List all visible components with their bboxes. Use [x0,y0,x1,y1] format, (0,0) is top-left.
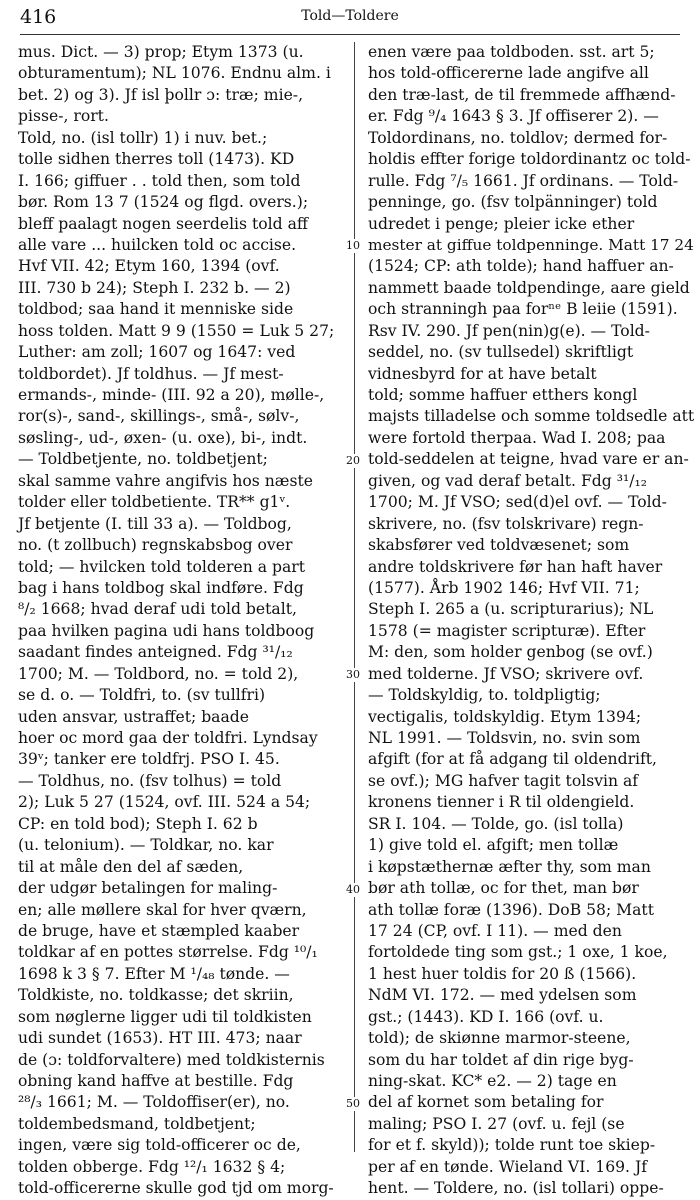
text-line: se d. o. — Toldfri, to. (sv tullfri) [18,686,266,705]
text-line: holdis effter forige toldordinantz oc told- [368,150,691,169]
right-column [368,42,698,1200]
text-line: bør ath tollæ, oc for thet, man bør [368,879,639,898]
text-line: ermands-, minde- (III. 92 a 20), mølle-, [18,386,325,404]
text-line: III. 730 b 24); Steph I. 232 b. — 2) [18,278,291,297]
text-line: (1577). Årb 1902 146; Hvf VII. 71; [368,578,640,597]
text-line: maling; PSO I. 27 (ovf. u. fejl (se [368,1114,625,1133]
line-number: 50 [340,1097,366,1111]
text-line: ath tollæ foræ (1396). DoB 58; Matt [368,900,654,919]
text-line: — Toldbetjente, no. toldbetjent; [18,450,268,469]
text-line: per af en tønde. Wieland VI. 169. Jf [368,1157,647,1176]
text-line: penninge, go. (fsv tolpänninger) told [368,193,658,212]
text-line: toldembedsmand, toldbetjent; [18,1114,256,1133]
text-line: vidnesbyrd for at have betalt [368,364,597,383]
text-line: NL 1991. — Toldsvin, no. svin som [368,729,641,747]
text-line: gst.; (1443). KD I. 166 (ovf. u. [368,1007,604,1026]
text-line: skrivere, no. (fsv tolskrivare) regn- [368,514,644,533]
text-line: tolder eller toldbetiente. TR** g1ᵛ. [18,493,291,512]
text-line: — Toldhus, no. (fsv tolhus) = told [18,771,282,790]
text-line: bør. Rom 13 7 (1524 og flgd. overs.); [18,193,309,212]
text-line: toldkar af en pottes størrelse. Fdg ¹⁰/₁ [18,943,318,962]
text-line: skabsfører ved toldvæsenet; som [368,536,630,555]
text-line: paa hvilken pagina udi hans toldboog [18,621,315,640]
left-column [18,42,348,1200]
text-line: told); de skiønne marmor-steene, [368,1029,631,1048]
text-line: ⁸/₂ 1668; hvad deraf udi told betalt, [18,600,297,619]
text-line: hoss tolden. Matt 9 9 (1550 = Luk 5 27; [18,321,335,340]
text-line: 39ᵛ; tanker ere toldfrj. PSO I. 45. [18,750,280,769]
text-line: til at måle den del af sæden, [18,857,244,876]
text-line: for et f. skyld)); tolde runt toe skiep- [368,1136,656,1155]
text-line: och stranningh paa forⁿᵉ B leiie (1591). [368,300,678,319]
text-line: del af kornet som betaling for [368,1093,604,1112]
text-line: enen være paa toldboden. sst. art 5; [368,43,655,61]
column-divider [354,42,355,1152]
text-line: bet. 2) og 3). Jf isl þollr ɔ: træ; mie-, [18,85,304,104]
text-line: rulle. Fdg ⁷/₅ 1661. Jf ordinans. — Told- [368,171,679,190]
text-line: skal samme vahre angifvis hos næste [18,471,313,490]
text-line: uden ansvar, ustraffet; baade [18,707,249,726]
text-line: med tolderne. Jf VSO; skrivere ovf. [368,664,644,683]
text-line: 1700; M. Jf VSO; sed(d)el ovf. — Told- [368,493,667,512]
line-number: 40 [340,883,366,897]
text-line: Toldordinans, no. toldlov; dermed for- [368,128,668,147]
text-line: den træ-last, de til fremmede affhænd- [368,85,676,104]
page-header [20,6,680,28]
text-line: Told, no. (isl tollr) 1) i nuv. bet.; [18,128,268,147]
text-line: toldbod; saa hand it menniske side [18,300,294,319]
text-line: mus. Dict. — 3) prop; Etym 1373 (u. [18,43,304,61]
text-line: udredet i penge; pleier icke ether [368,214,635,233]
line-number: 20 [340,454,366,468]
text-line: ²⁸/₃ 1661; M. — Toldoffiser(er), no. [18,1093,290,1112]
text-line: 1) give told el. afgift; men tollæ [368,836,619,855]
text-line: 1578 (= magister scripturæ). Efter [368,621,646,640]
text-line: tolden obberge. Fdg ¹²/₁ 1632 § 4; [18,1157,286,1176]
text-line: fortoldede ting som gst.; 1 oxe, 1 koe, [368,943,668,962]
text-line: 1698 k 3 § 7. Efter M ¹/₄₈ tønde. — [18,964,290,983]
text-line: told; somme haffuer etthers kongl [368,386,638,404]
line-number: 30 [340,668,366,682]
text-line: Jf betjente (I. till 33 a). — Toldbog, [18,514,292,533]
text-line: de bruge, have et stæmpled kaaber [18,921,300,940]
text-line: I. 166; giffuer . . told then, som told [18,171,301,190]
running-head: Told—Toldere [301,8,399,24]
text-line: ingen, være sig told-officerer oc de, [18,1136,301,1155]
text-line: toldbordet). Jf toldhus. — Jf mest- [18,364,284,383]
text-line: 1700; M. — Toldbord, no. = told 2), [18,664,299,683]
text-line: pisse-, rort. [18,107,109,126]
text-line: som du har toldet af din rige byg- [368,1050,634,1069]
text-line: søsling-, ud-, øxen- (u. oxe), bi-, indt. [18,428,308,447]
text-line: majsts tilladelse och somme toldsedle att [368,407,695,426]
text-line: Toldkiste, no. toldkasse; det skriin, [18,986,294,1005]
text-line: i køpstæthernæ æfter thy, som man [368,857,651,876]
text-line: 1 hest huer toldis for 20 ß (1566). [368,964,637,983]
text-line: som nøglerne ligger udi til toldkisten [18,1007,312,1026]
text-line: SR I. 104. — Tolde, go. (isl tolla) [368,814,624,833]
text-line: no. (t zollbuch) regnskabsbog over [18,536,293,555]
text-line: bag i hans toldbog skal indføre. Fdg [18,578,304,597]
text-line: told-officererne skulle god tjd om morg- [18,1179,334,1198]
text-line: given, og vad deraf betalt. Fdg ³¹/₁₂ [368,471,647,490]
text-line: andre toldskrivere før han haft haver [368,557,663,576]
text-line: Steph I. 265 a (u. scripturarius); NL [368,600,654,619]
text-line: (1524; CP: ath tolde); hand haffuer an- [368,257,674,276]
text-line: seddel, no. (sv tullsedel) skriftligt [368,343,634,362]
text-line: hent. — Toldere, no. (isl tollari) oppe- [368,1179,664,1198]
text-line: nammett baade toldpendinge, aare gield [368,278,690,297]
header-rule [20,34,680,35]
text-line: NdM VI. 172. — med ydelsen som [368,986,637,1005]
text-line: Luther: am zoll; 1607 og 1647: ved [18,343,296,362]
text-line: — Toldskyldig, to. toldpligtig; [368,686,601,705]
text-line: er. Fdg ⁹/₄ 1643 § 3. Jf offiserer 2). — [368,107,659,126]
text-line: hoer oc mord gaa der toldfri. Lyndsay [18,729,318,747]
text-line: obning kand haffve at bestille. Fdg [18,1072,294,1090]
text-line: de (ɔ: toldforvaltere) med toldkisternis [18,1050,325,1069]
text-line: saadant findes anteigned. Fdg ³¹/₁₂ [18,643,293,662]
text-line: en; alle møllere skal for hver qværn, [18,900,307,919]
text-line: Hvf VII. 42; Etym 160, 1394 (ovf. [18,257,280,276]
text-line: M: den, som holder genbog (se ovf.) [368,643,653,662]
page-number: 416 [20,6,57,28]
text-line: obturamentum); NL 1076. Endnu alm. i [18,64,331,83]
text-line: were fortold therpaa. Wad I. 208; paa [368,428,666,447]
text-line: afgift (for at få adgang til oldendrift, [368,750,658,769]
text-line: 2); Luk 5 27 (1524, ovf. III. 524 a 54; [18,793,311,812]
text-line: (u. telonium). — Toldkar, no. kar [18,836,274,855]
text-line: ning-skat. KC* e2. — 2) tage en [368,1072,617,1090]
text-line: alle vare ... huilcken told oc accise. [18,235,297,254]
text-line: mester at giffue toldpenninge. Matt 17 24 [368,235,694,254]
line-number: 10 [340,239,366,253]
text-line: CP: en told bod); Steph I. 62 b [18,814,258,833]
text-line: ror(s)-, sand-, skillings-, små-, sølv-, [18,407,300,426]
text-line: kronens tienner i R til oldengield. [368,793,635,812]
text-line: bleff paalagt nogen seerdelis told aff [18,214,308,233]
text-line: Rsv IV. 290. Jf pen(nin)g(e). — Told- [368,321,650,340]
text-line: hos told-officererne lade angifve all [368,64,649,83]
text-line: told-seddelen at teigne, hvad vare er an- [368,450,689,469]
text-line: se ovf.); MG hafver tagit tolsvin af [368,771,639,790]
text-line: der udgør betalingen for maling- [18,879,278,898]
text-line: vectigalis, toldskyldig. Etym 1394; [368,707,642,726]
text-line: told; — hvilcken told tolderen a part [18,557,305,576]
text-line: udi sundet (1653). HT III. 473; naar [18,1029,302,1048]
text-line: tolle sidhen therres toll (1473). KD [18,150,295,169]
text-line: 17 24 (CP, ovf. I 11). — med den [368,921,622,940]
